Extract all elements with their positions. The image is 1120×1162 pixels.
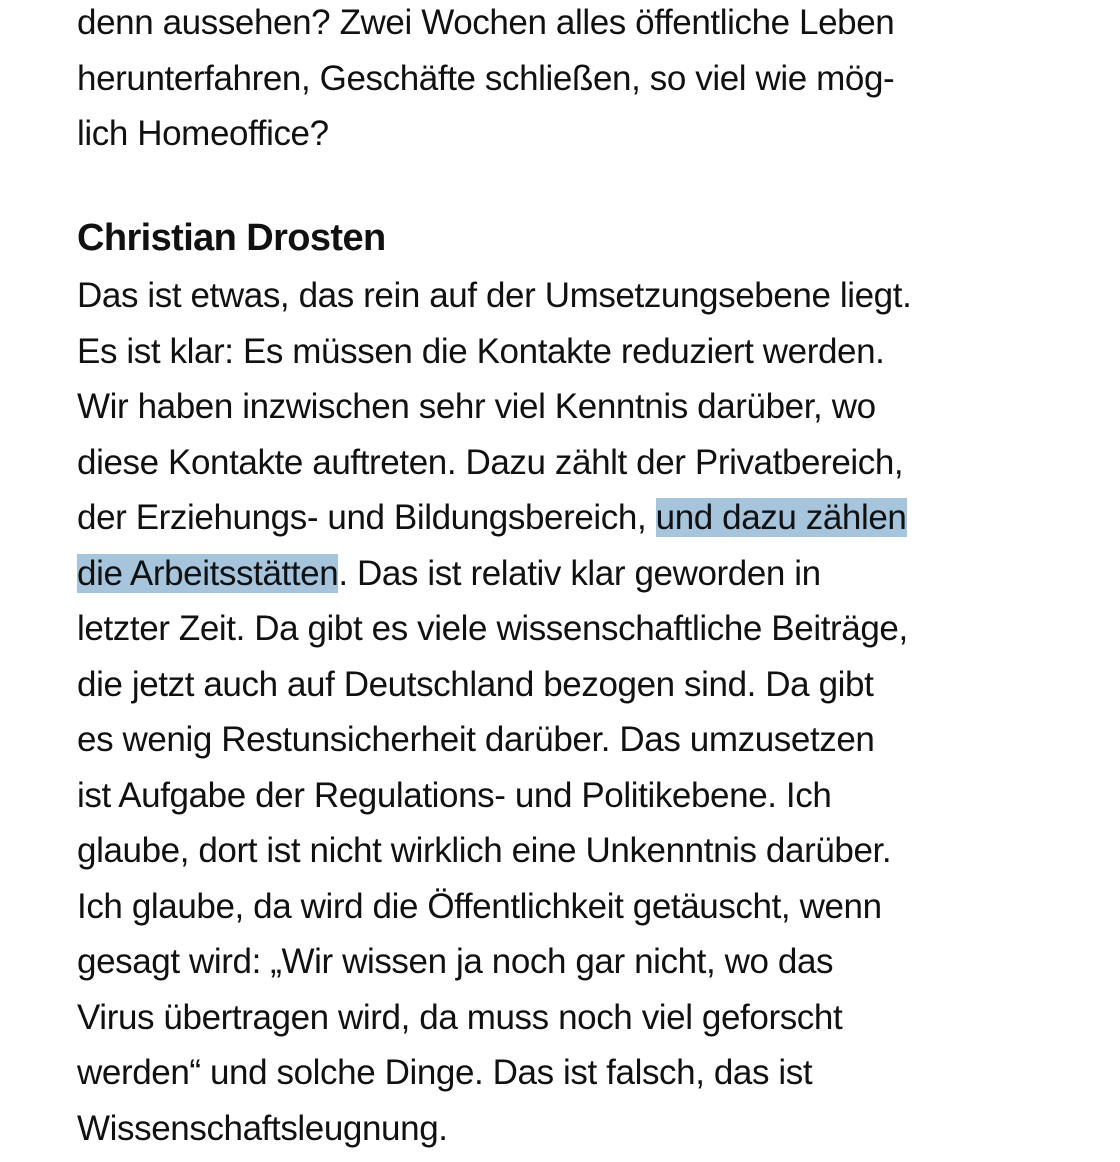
text-run: Ich glaube, da wird die Öffentlichkeit getäuscht, wenn [77,886,882,926]
interviewer-question-paragraph [77,0,1080,162]
text-line [77,823,1080,879]
text-line [77,879,1080,935]
text-run: Wissenschaftsleugnung. [77,1108,448,1148]
text-line [77,934,1080,990]
text-line [77,1045,1080,1101]
answer-paragraph [77,268,1080,1156]
text-line [77,990,1080,1046]
text-line [77,51,1080,107]
text-run: Das ist etwas, das rein auf der Umsetzungsebene liegt. [77,276,912,315]
text-line [77,379,1080,435]
highlighted-text: und dazu zählen [655,498,907,537]
text-run: lich Homeoffice? [77,114,329,153]
text-run: Es ist klar: Es müssen die Kontakte reduziert werden. [77,331,885,371]
text-line [77,490,1080,546]
text-line [77,546,1080,602]
text-line [77,268,1080,324]
text-line [77,106,1080,162]
text-run: denn aussehen? Zwei Wochen alles öffentliche Leben [77,3,895,42]
text-line [77,1101,1080,1157]
text-line [77,0,1080,51]
text-run: der Erziehungs- und Bildungsbereich, [77,498,656,537]
speaker-heading: Christian Drosten [77,216,386,259]
text-line [77,324,1080,380]
text-run: letzter Zeit. Da gibt es viele wissenschaftliche Beiträge, [77,609,908,648]
text-run: . Das ist relativ klar geworden in [338,553,821,593]
text-run: werden“ und solche Dinge. Das ist falsch, das ist [77,1053,813,1092]
text-run: ist Aufgabe der Regulations- und Politikebene. Ich [77,775,832,815]
text-line [77,768,1080,824]
text-line [77,712,1080,768]
text-run: glaube, dort ist nicht wirklich eine Unkenntnis darüber. [77,831,892,870]
text-run: die jetzt auch auf Deutschland bezogen sind. Da gibt [77,664,874,704]
text-line [77,435,1080,491]
text-run: Virus übertragen wird, da muss noch viel geforscht [77,997,843,1037]
text-run: es wenig Restunsicherheit darüber. Das umzusetzen [77,720,875,759]
highlighted-text: die Arbeitsstätten [77,553,339,593]
text-run: gesagt wird: „Wir wissen ja noch gar nicht, wo das [77,942,834,981]
text-run: diese Kontakte auftreten. Dazu zählt der Privatbereich, [77,442,904,482]
text-line [77,601,1080,657]
text-line [77,657,1080,713]
text-run: herunterfahren, Geschäfte schließen, so viel wie mög- [77,58,895,98]
text-run: Wir haben inzwischen sehr viel Kenntnis darüber, wo [77,387,876,426]
